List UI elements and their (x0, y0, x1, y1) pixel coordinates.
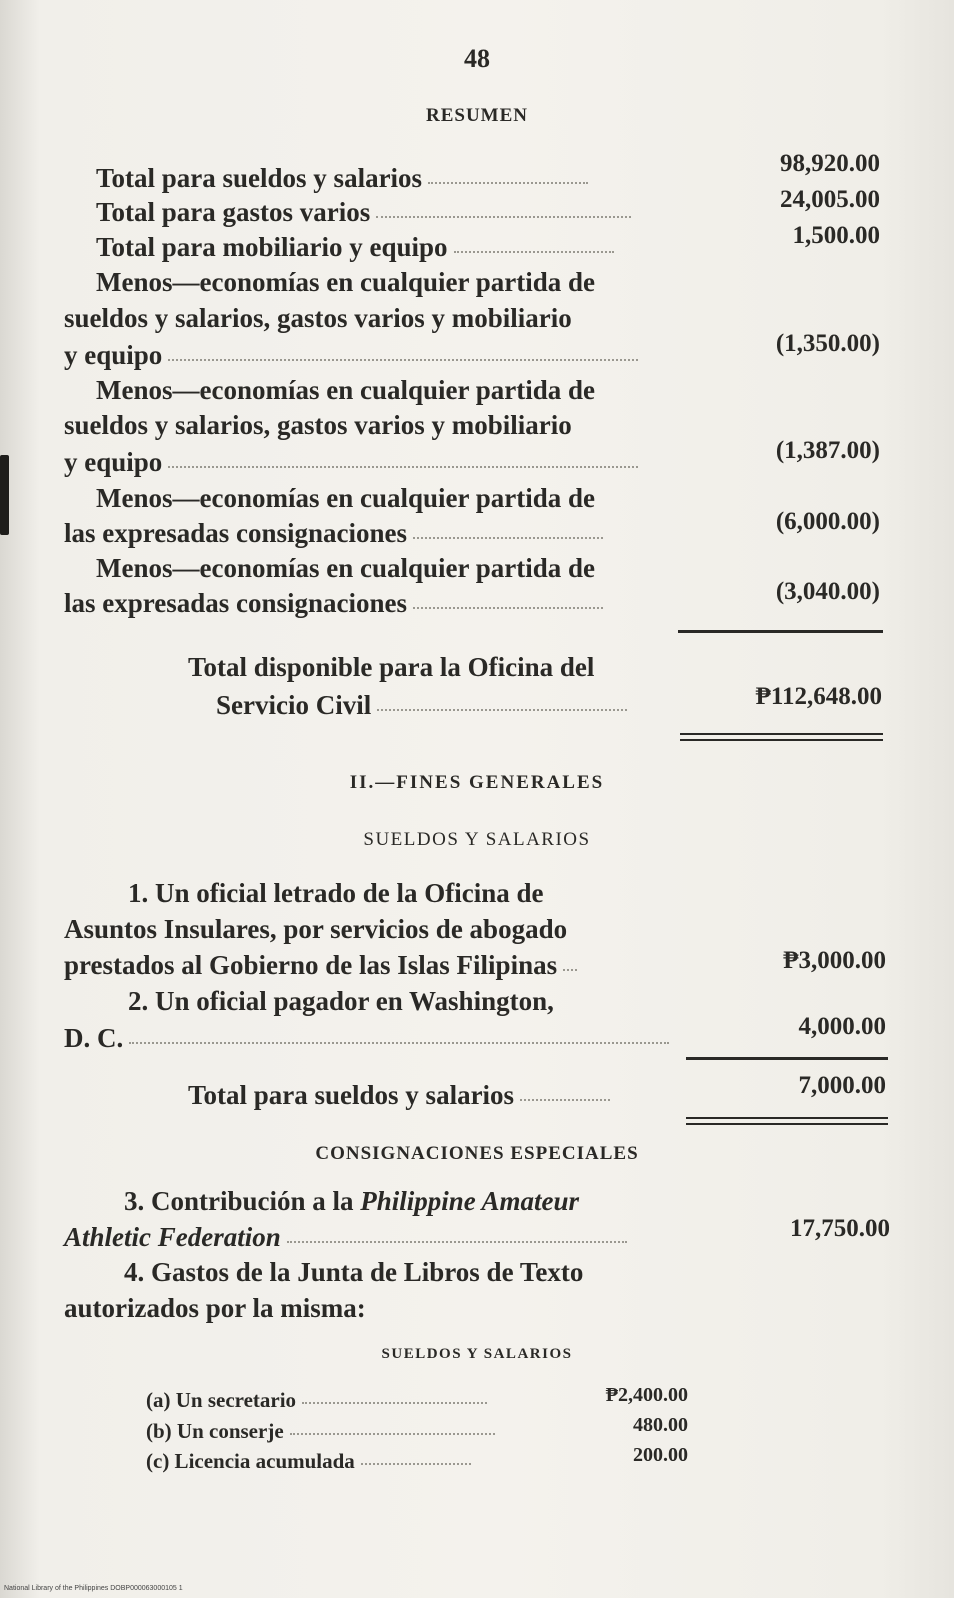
subitem-a-amount: ₱2,400.00 (605, 1384, 688, 1406)
subitem-a: (a) Un secretario (146, 1388, 487, 1413)
resumen-row-2: Total para gastos varios (96, 197, 631, 228)
section2-heading: II.—FINES GENERALES (349, 772, 605, 793)
item1-amount: ₱3,000.00 (783, 947, 886, 974)
section2-double-rule (686, 1117, 888, 1125)
item2-line1: 2. Un oficial pagador en Washington, (128, 986, 554, 1016)
section2-subheading: SUELDOS Y SALARIOS (363, 829, 591, 850)
item2-amount: 4,000.00 (798, 1013, 886, 1040)
item1-line2: Asuntos Insulares, por servicios de abogado (64, 914, 568, 944)
resumen-row-5-line2: sueldos y salarios, gastos varios y mobiliario (64, 410, 572, 440)
resumen-row-5-line1: Menos—economías en cualquier partida de (96, 375, 595, 405)
scan-footer: National Library of the Philippines DOBP000063000105 1 (4, 1585, 183, 1592)
subitem-b-amount: 480.00 (633, 1414, 688, 1436)
section2-subtotal-rule (686, 1057, 888, 1060)
item1-line3: prestados al Gobierno de las Islas Filipinas (64, 950, 577, 981)
resumen-row-1: Total para sueldos y salarios (96, 163, 588, 194)
scan-edge-mark (0, 455, 9, 535)
resumen-amount-1: 98,920.00 (780, 150, 880, 177)
special-subheading: SUELDOS Y SALARIOS (381, 1346, 573, 1362)
resumen-row-6-line2: las expresadas consignaciones (64, 518, 603, 549)
resumen-row-4-line3: y equipo (64, 340, 638, 371)
resumen-row-4-line1: Menos—economías en cualquier partida de (96, 267, 595, 297)
resumen-amount-2: 24,005.00 (780, 186, 880, 213)
item1-line1: 1. Un oficial letrado de la Oficina de (128, 878, 544, 908)
total-double-rule (680, 733, 883, 741)
resumen-amount-6: (6,000.00) (775, 508, 880, 535)
resumen-row-7-line2: las expresadas consignaciones (64, 588, 603, 619)
item4-line2: autorizados por la misma: (64, 1293, 366, 1323)
item3-amount: 17,750.00 (790, 1215, 890, 1242)
section2-total-amount: 7,000.00 (798, 1072, 886, 1099)
resumen-amount-7: (3,040.00) (775, 578, 880, 605)
subitem-c-amount: 200.00 (633, 1444, 688, 1466)
special-heading: CONSIGNACIONES ESPECIALES (315, 1143, 639, 1164)
section2-total-text: Total para sueldos y salarios (188, 1080, 610, 1111)
resumen-total-line1: Total disponible para la Oficina del (188, 652, 595, 682)
resumen-amount-3: 1,500.00 (792, 222, 880, 249)
item2-line2: D. C. (64, 1023, 669, 1054)
resumen-row-4-line2: sueldos y salarios, gastos varios y mobiliario (64, 303, 572, 333)
resumen-row-5-line3: y equipo (64, 447, 638, 478)
subtotal-rule (678, 630, 883, 633)
item3-line2: Athletic Federation (64, 1222, 627, 1253)
item3-line1: 3. Contribución a la Philippine Amateur (124, 1186, 580, 1216)
subitem-c: (c) Licencia acumulada (146, 1449, 471, 1474)
subitem-b: (b) Un conserje (146, 1419, 495, 1444)
resumen-total-amount: ₱112,648.00 (755, 683, 882, 710)
resumen-amount-5: (1,387.00) (775, 437, 880, 464)
item4-line1: 4. Gastos de la Junta de Libros de Texto (124, 1257, 584, 1287)
resumen-total-line2: Servicio Civil (216, 690, 627, 721)
page-number: 48 (464, 44, 490, 73)
resumen-row-6-line1: Menos—economías en cualquier partida de (96, 483, 595, 513)
resumen-heading: RESUMEN (425, 105, 528, 126)
resumen-row-3: Total para mobiliario y equipo (96, 232, 614, 263)
resumen-row-7-line1: Menos—economías en cualquier partida de (96, 553, 595, 583)
resumen-amount-4: (1,350.00) (775, 330, 880, 357)
